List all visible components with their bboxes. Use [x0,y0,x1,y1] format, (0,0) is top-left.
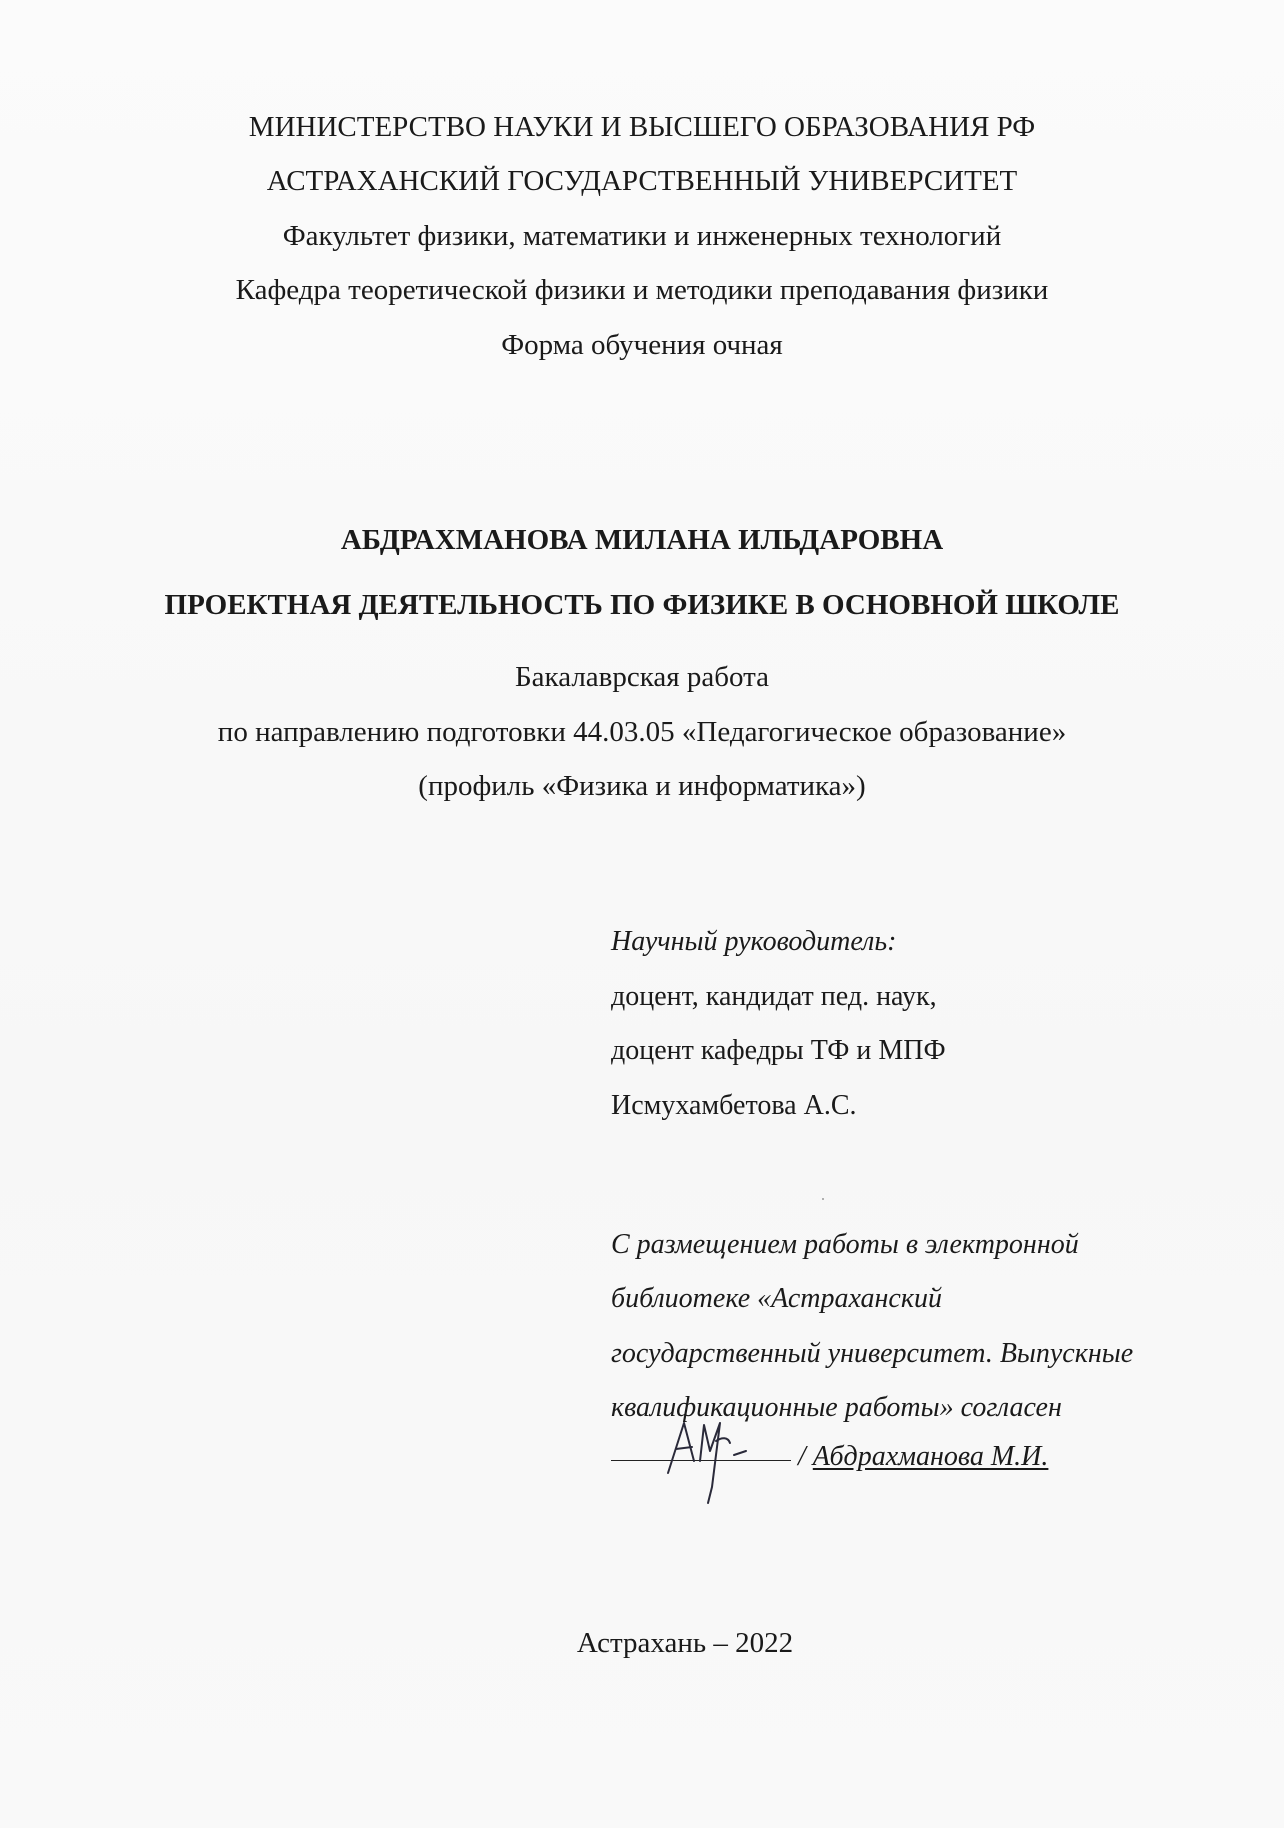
department-line: Кафедра теоретической физики и методики преподавания физики [235,274,1049,306]
handwritten-signature [650,1415,790,1505]
consent-line-2: библиотеке «Астраханский [611,1283,942,1314]
signature-separator: / [798,1441,806,1472]
consent-line-4: квалификационные работы» согласен [611,1392,1062,1423]
work-direction: по направлению подготовки 44.03.05 «Педагогическое образование» [217,716,1067,748]
signer-name: Абдрахманова М.И. [812,1441,1049,1472]
faculty-line: Факультет физики, математики и инженерных технологий [282,220,1002,252]
scan-speck [822,1198,824,1200]
author-name: АБДРАХМАНОВА МИЛАНА ИЛЬДАРОВНА [340,524,944,556]
signer-block [798,1440,1048,1474]
thesis-title: ПРОЕКТНАЯ ДЕЯТЕЛЬНОСТЬ ПО ФИЗИКЕ В ОСНОВНОЙ ШКОЛЕ [164,589,1120,621]
work-type: Бакалаврская работа [515,661,769,693]
supervisor-name: Исмухамбетова А.С. [611,1090,857,1121]
consent-line-3: государственный университет. Выпускные [611,1338,1134,1369]
supervisor-heading: Научный руководитель: [611,926,897,957]
supervisor-degree: доцент, кандидат пед. наук, [611,981,937,1012]
study-form-line: Форма обучения очная [501,329,783,361]
ministry-heading: МИНИСТЕРСТВО НАУКИ И ВЫСШЕГО ОБРАЗОВАНИЯ РФ [248,111,1036,143]
consent-line-1: С размещением работы в электронной [611,1229,1079,1260]
university-heading: АСТРАХАНСКИЙ ГОСУДАРСТВЕННЫЙ УНИВЕРСИТЕТ [266,165,1018,197]
city-year: Астрахань – 2022 [576,1627,794,1659]
supervisor-position: доцент кафедры ТФ и МПФ [611,1035,946,1066]
work-profile: (профиль «Физика и информатика») [418,770,866,802]
